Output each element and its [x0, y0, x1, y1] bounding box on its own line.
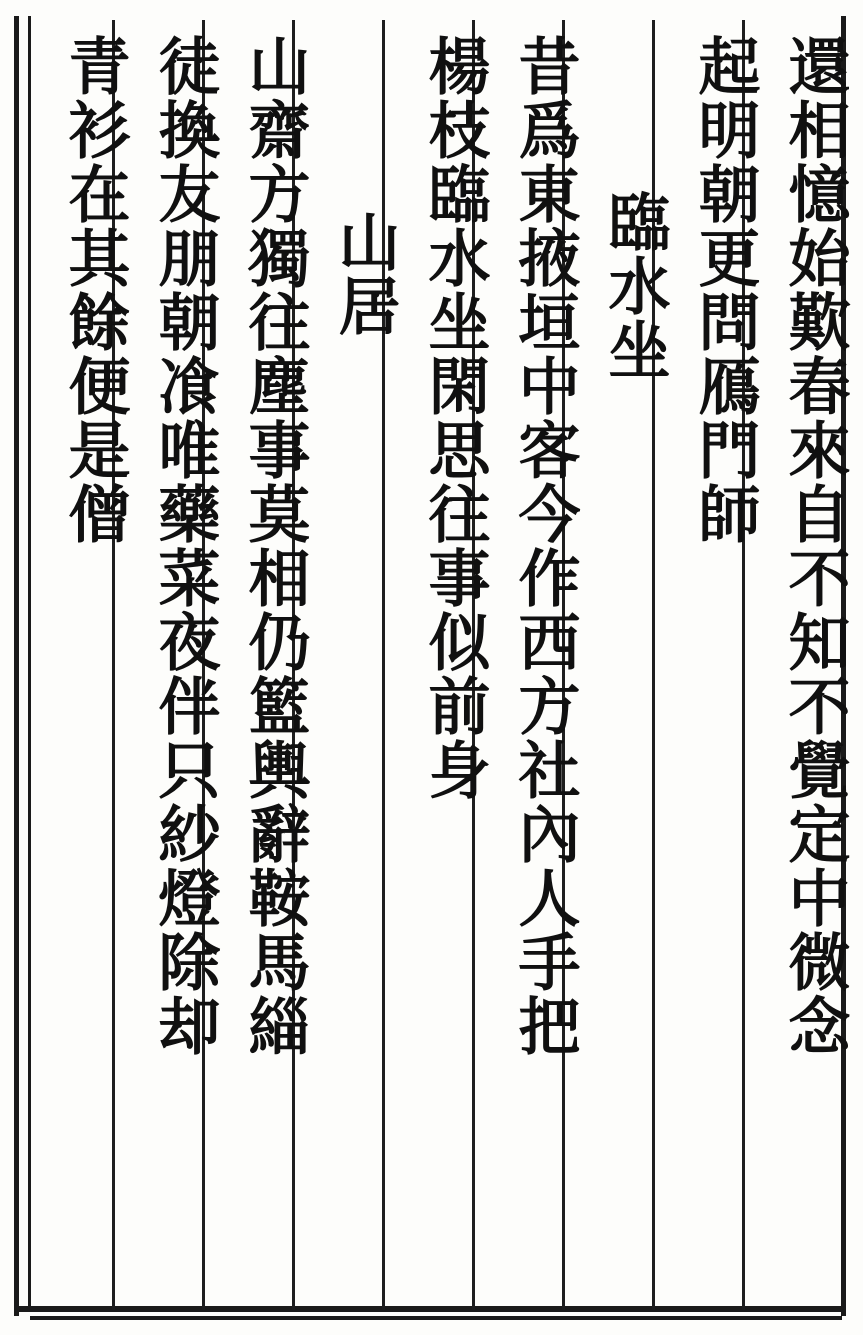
text-column-8: 徒換友朋朝飡唯藥菜夜伴只紗燈除却: [148, 34, 221, 1058]
text-column-4: 昔爲東掖垣中客今作西方社內人手把: [508, 34, 581, 1058]
text-column-9: 青衫在其餘便是僧: [58, 34, 131, 546]
poem-title-shanju: 山居: [328, 210, 401, 338]
text-column-7: 山齋方獨往塵事莫相仍籃輿辭鞍馬緇: [238, 34, 311, 1058]
page-border-bottom-secondary: [30, 1316, 842, 1320]
page-border-bottom: [14, 1306, 846, 1312]
page-border-inner-left: [28, 16, 31, 1312]
text-column-1: 還相憶始歎春來自不知不覺定中微念: [778, 34, 851, 1058]
poem-title-linshuizuo: 臨水坐: [598, 190, 671, 382]
text-column-2: 起明朝更問鴈門師: [688, 34, 761, 546]
text-column-5: 楊枝臨水坐閑思往事似前身: [418, 34, 491, 802]
